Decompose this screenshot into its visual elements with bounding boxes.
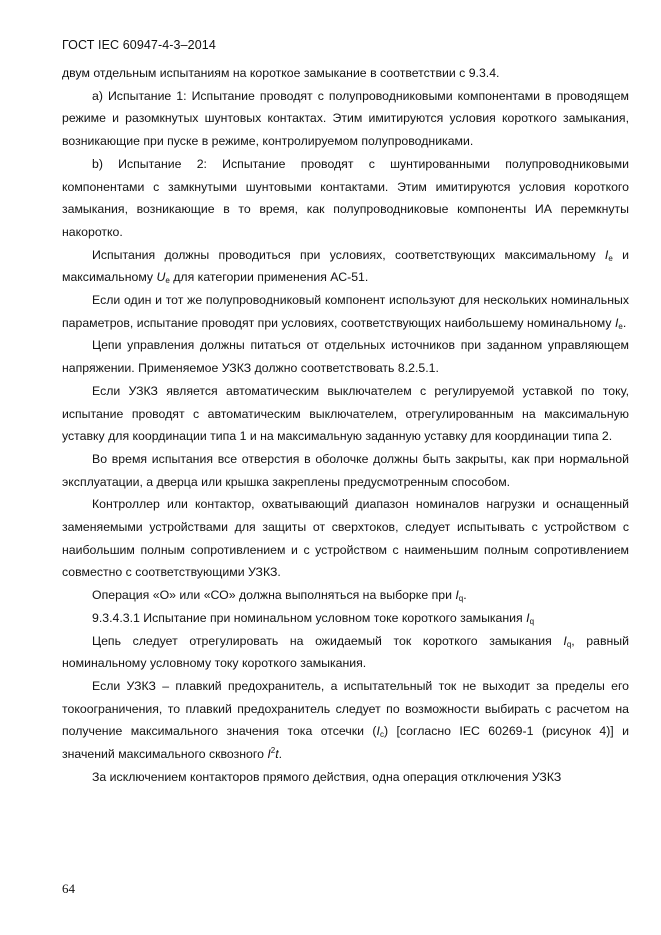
text-run: Испытания должны проводиться при условиях, соответствующих максимальному bbox=[92, 247, 605, 262]
text-run: Цепь следует отрегулировать на ожидаемый ток короткого замыкания bbox=[92, 633, 564, 648]
symbol-current: I bbox=[376, 724, 380, 739]
text-run: для категории применения АС-51. bbox=[169, 270, 369, 285]
paragraph-enclosure: Во время испытания все отверстия в оболочке должны быть закрыты, как при нормальной эксплуатации, а дверца или крышка закреплены предусмотренным способом. bbox=[62, 451, 629, 489]
subscript: e bbox=[618, 321, 623, 331]
paragraph-operation bbox=[62, 584, 629, 607]
paragraph-same-component bbox=[62, 289, 629, 334]
paragraph-test-2: b) Испытание 2: Испытание проводят с шунтированными полупроводниковыми компонентами с замкнутыми шунтовыми контактами. Этим имитируются условия короткого замыкания, возникающие в то время, как полупроводниковые компоненты ИА перемкнуты накоротко. bbox=[62, 156, 629, 239]
symbol-current: I bbox=[563, 633, 567, 648]
text-run: ) [согласно IEC 60269-1 (рисунок 4)] и значений максимального сквозного bbox=[62, 724, 629, 762]
paragraph-test-conditions bbox=[62, 244, 629, 289]
symbol-current: I bbox=[267, 747, 271, 762]
text-run: . bbox=[622, 315, 627, 330]
text-run: . bbox=[463, 588, 467, 603]
text-run: 9.3.4.3.1 Испытание при номинальном условном токе короткого замыкания bbox=[92, 610, 527, 625]
document-header: ГОСТ IEC 60947-4-3–2014 bbox=[62, 38, 216, 52]
text-run: и максимальному bbox=[62, 247, 629, 285]
text-run: . bbox=[278, 747, 283, 762]
symbol-voltage: U bbox=[156, 270, 166, 285]
text-run: Операция «О» или «СО» должна выполняться на выборке при bbox=[92, 588, 456, 603]
symbol-current: I bbox=[604, 247, 609, 262]
paragraph-circuit-adjust bbox=[62, 630, 629, 675]
subscript: q bbox=[566, 639, 572, 649]
paragraph-controller: Контроллер или контактор, охватывающий диапазон номиналов нагрузки и оснащенный заменяемыми устройствами для защиты от сверхтоков, следует испытывать с устройством с наибольшим полным сопротивлением и с устройством с наименьшим полным сопротивлением совместно с соответствующими УЗКЗ. bbox=[62, 497, 629, 580]
symbol-time: t bbox=[275, 747, 279, 762]
paragraph-continuation: двум отдельным испытаниям на короткое замыкание в соответствии с 9.3.4. bbox=[62, 66, 500, 80]
symbol-current: I bbox=[455, 588, 459, 603]
document-body bbox=[62, 62, 629, 789]
text-run: Если один и тот же полупроводниковый компонент используют для нескольких номинальных параметров, испытание проводят при условиях, соответствующих наибольшему номинальному bbox=[62, 293, 629, 330]
paragraph-control-circuits: Цепи управления должны питаться от отдельных источников при заданном управляющем напряжении. Применяемое УЗКЗ должно соответствовать 8.2.5.1. bbox=[62, 338, 629, 376]
subscript: e bbox=[165, 276, 170, 286]
subscript: q bbox=[458, 594, 464, 604]
paragraph-exception: За исключением контакторов прямого действия, одна операция отключения УЗКЗ bbox=[92, 769, 562, 784]
paragraph-test-1: а) Испытание 1: Испытание проводят с полупроводниковыми компонентами в проводящем режиме и разомкнутых шунтовых контактах. Этим имитируются условия короткого замыкания, возникающие при пуске в режиме, контролируемом полупроводниками. bbox=[62, 88, 629, 149]
paragraph-fuse bbox=[62, 675, 629, 766]
subscript: e bbox=[608, 253, 613, 263]
text-run: , равный номинальному условному току короткого замыкания. bbox=[62, 633, 630, 671]
page-number: 64 bbox=[62, 881, 75, 896]
section-heading-9-3-4-3-1 bbox=[62, 607, 629, 630]
text-run: Если УЗКЗ – плавкий предохранитель, а испытательный ток не выходит за пределы его токоограничения, то плавкий предохранитель следует по возможности выбирать с расчетом на получение максимального значения тока отсечки ( bbox=[62, 678, 629, 739]
superscript: 2 bbox=[270, 746, 276, 756]
paragraph-circuit-breaker: Если УЗКЗ является автоматическим выключателем с регулируемой уставкой по току, испытание проводят с автоматическим выключателем, отрегулированным на максимальную уставку для координации типа 1 и на максимальную заданную уставку для координации типа 2. bbox=[62, 383, 629, 444]
symbol-current: I bbox=[614, 315, 619, 330]
subscript: q bbox=[529, 616, 535, 626]
symbol-current: I bbox=[526, 610, 530, 625]
subscript: c bbox=[379, 730, 384, 740]
